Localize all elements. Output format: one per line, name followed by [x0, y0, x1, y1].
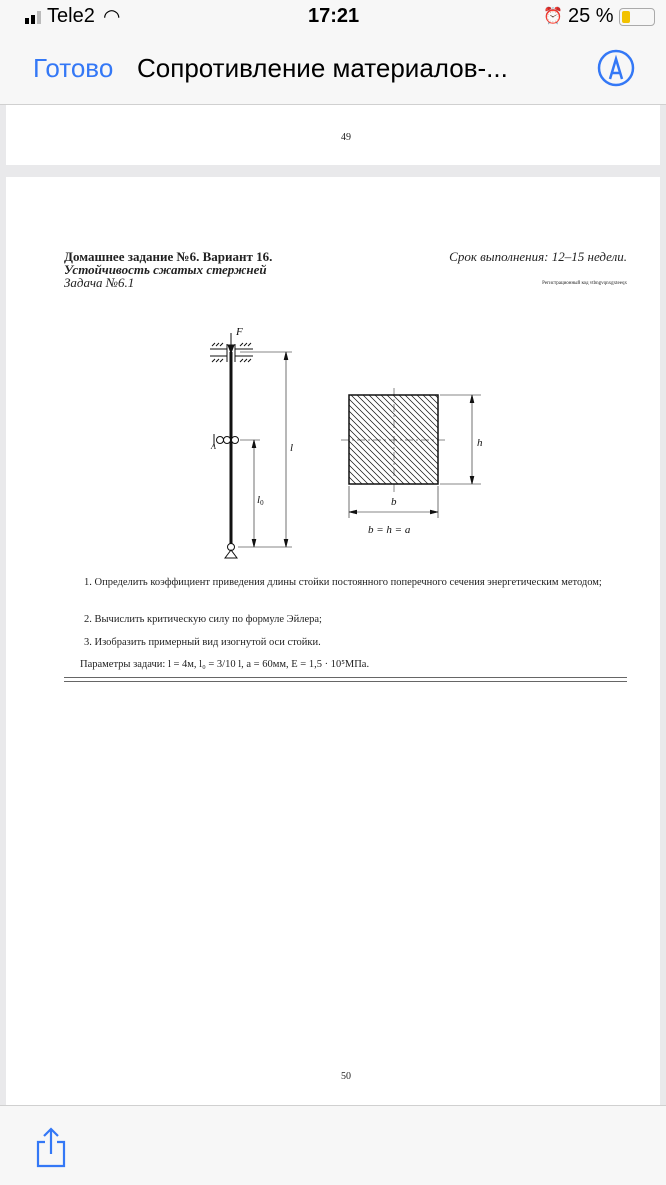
force-label: F [236, 326, 243, 338]
hatch-line [417, 395, 506, 484]
homework-subtitle: Устойчивость сжатых стержней [64, 262, 267, 277]
hatch-line [399, 395, 488, 484]
hatch-line [333, 395, 422, 484]
page-number: 50 [341, 1071, 351, 1082]
bottom-pin-support [225, 544, 237, 559]
hatch-line [357, 395, 446, 484]
carrier: Tele2 [47, 5, 95, 27]
task-number: Задача №6.1 [64, 275, 135, 290]
registration-code: Регистрационный код vtbngvqnxgxteeqx [542, 281, 627, 286]
hatch-line [375, 395, 464, 484]
dimension-b [349, 486, 438, 518]
hatch-line [381, 395, 470, 484]
task-parameters: Параметры задачи: l = 4м, l₀ = 3/10 l, a = 60мм, E = 1,5 · 10⁵МПа. [80, 659, 370, 670]
signal-icon [25, 8, 45, 24]
share-icon[interactable] [33, 1126, 69, 1170]
hatch-line [285, 395, 374, 484]
hatch-line [249, 395, 338, 484]
hatch-line [441, 395, 530, 484]
alarm-icon: ⏰ [543, 8, 563, 25]
height-label: h [477, 437, 483, 449]
hatch-line [297, 395, 386, 484]
relation-label: b = h = a [368, 524, 411, 536]
page-number: 49 [341, 132, 351, 143]
hatch-line [387, 395, 476, 484]
task-item-3: 3. Изобразить примерный вид изогнутой оси стойки. [84, 637, 321, 648]
hatch-line [345, 395, 434, 484]
hatch-line [255, 395, 344, 484]
deadline: Срок выполнения: 12–15 недели. [449, 249, 627, 264]
hatch-line [327, 395, 416, 484]
markup-icon[interactable] [596, 48, 636, 88]
divider [64, 677, 627, 682]
battery-percent: 25 % [568, 5, 614, 27]
dimension-l0 [240, 440, 264, 547]
hatch-line [369, 395, 458, 484]
clock: 17:21 [308, 5, 360, 27]
length-label: l [290, 442, 294, 454]
dimension-l [238, 352, 293, 547]
hatch-line [279, 395, 368, 484]
hatch-line [339, 395, 428, 484]
diagram [6, 177, 660, 577]
partial-length-label: l0 [257, 494, 264, 507]
navigation-bar [0, 34, 666, 105]
task-item-2: 2. Вычислить критическую силу по формуле Эйлера; [84, 614, 322, 625]
hatch-line [411, 395, 500, 484]
hatch-line [429, 395, 518, 484]
support-label: A [211, 442, 216, 451]
wifi-icon: ◠ [103, 6, 121, 28]
dimension-h [440, 395, 483, 484]
pdf-page-49 [6, 105, 660, 165]
done-button[interactable]: Готово [33, 53, 114, 83]
intermediate-support [210, 434, 239, 451]
status-bar [0, 0, 666, 34]
homework-title: Домашнее задание №6. Вариант 16. [64, 249, 273, 264]
hatch-line [291, 395, 380, 484]
hatch-line [321, 395, 410, 484]
hatch-line [267, 395, 356, 484]
task-item-1: 1. Определить коэффициент приведения длины стойки постоянного поперечного сечения энергетическим методом; [84, 577, 602, 588]
hatch-line [423, 395, 512, 484]
document-title: Сопротивление материалов-... [137, 53, 508, 83]
hatch-line [261, 395, 350, 484]
cross-section [249, 388, 536, 492]
hatch-line [315, 395, 404, 484]
width-label: b [391, 496, 397, 508]
battery-icon [619, 8, 655, 26]
hatch-line [303, 395, 392, 484]
hatch-line [351, 395, 440, 484]
pdf-page-50 [6, 177, 660, 1105]
bottom-toolbar [0, 1105, 666, 1185]
hatch-line [447, 395, 536, 484]
hatch-line [309, 395, 398, 484]
